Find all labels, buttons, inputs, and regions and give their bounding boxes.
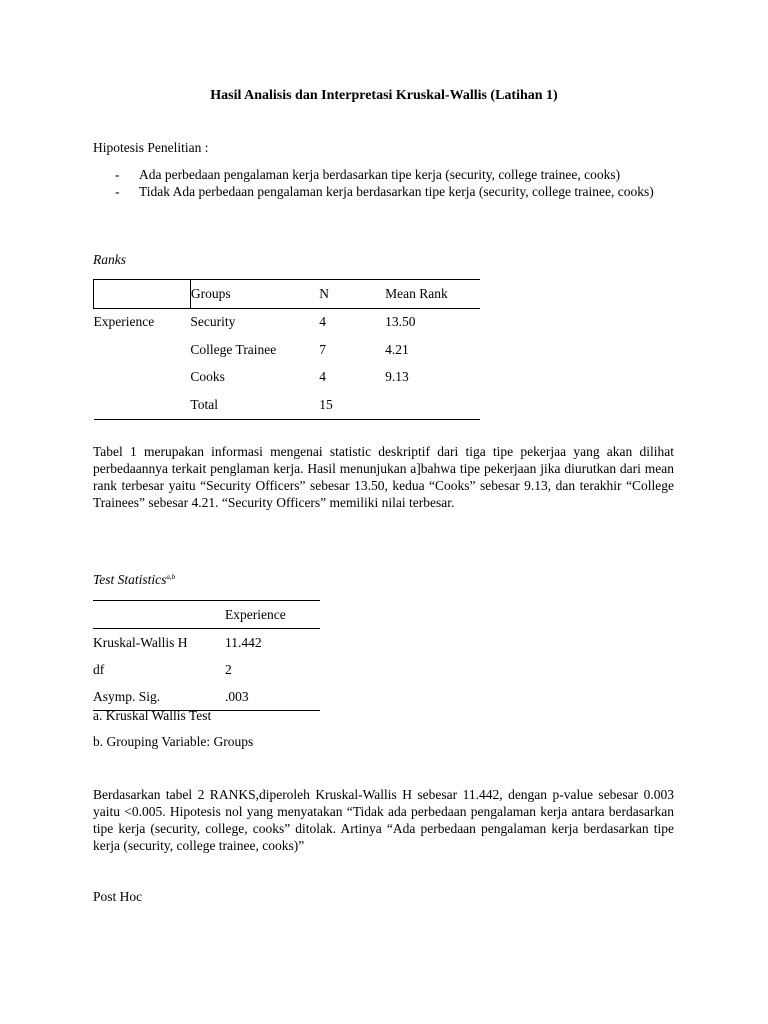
table-cell <box>94 336 191 364</box>
test-statistics-table <box>93 600 320 711</box>
ranks-header-cell: N <box>319 280 385 309</box>
ranks-header-cell: Groups <box>190 280 319 309</box>
table-row <box>94 336 481 364</box>
hypothesis-text: Tidak Ada perbedaan pengalaman kerja berdasarkan tipe kerja (security, college trainee, cooks) <box>139 184 654 199</box>
hypothesis-item <box>93 183 674 200</box>
table-cell: Security <box>190 314 236 330</box>
table-cell: Total <box>190 391 319 419</box>
table-header-cell <box>93 601 225 629</box>
table-row <box>93 629 320 657</box>
table-cell: .003 <box>225 683 320 711</box>
test-statistics-caption-sup: a,b <box>166 573 176 581</box>
hypothesis-text: Ada perbedaan pengalaman kerja berdasarkan tipe kerja (security, college trainee, cooks) <box>139 167 621 182</box>
ranks-caption: Ranks <box>93 252 126 267</box>
table-footnote-b: b. Grouping Variable: Groups <box>93 734 254 749</box>
hypothesis-list <box>93 166 674 200</box>
table-row <box>94 364 481 392</box>
table-cell: 4 <box>319 314 326 330</box>
table-row <box>93 656 320 683</box>
ranks-header-cell: Mean Rank <box>385 280 480 309</box>
test-statistics-caption-text: Test Statistics <box>93 572 167 587</box>
bullet-dash: - <box>115 167 120 182</box>
table-cell: Kruskal-Wallis H <box>93 634 188 650</box>
table-cell: Experience <box>93 314 155 330</box>
table-footnote-a: a. Kruskal Wallis Test <box>93 708 212 723</box>
ranks-header-cell <box>94 280 191 309</box>
table-cell: 15 <box>319 391 385 419</box>
table-cell: 4 <box>319 369 326 385</box>
table-header-cell: Experience <box>225 601 320 629</box>
document-title: Hasil Analisis dan Interpretasi Kruskal-Wallis (Latihan 1) <box>210 88 558 103</box>
table-row <box>94 308 481 336</box>
table-row <box>93 683 320 711</box>
table-cell <box>94 391 191 419</box>
hypothesis-item <box>93 166 674 183</box>
table-cell: Cooks <box>190 369 225 385</box>
bullet-dash: - <box>115 184 120 199</box>
ranks-interpretation-paragraph: Tabel 1 merupakan informasi mengenai statistic deskriptif dari tiga tipe pekerjaa yang akan dilihat perbedaannya terkait penglaman kerja. Hasil menunjukan a]bahwa tipe pekerjaan jika diurutkan dari mean rank terbesar yaitu “Security Officers” sebesar 13.50, kedua “Cooks” sebesar 9.13, dan terakhir “College Trainees” sebesar 4.21. “Security Officers” memiliki nilai terbesar. <box>93 444 674 510</box>
table-cell: 4.21 <box>385 341 409 357</box>
test-statistics-header-row <box>93 601 320 629</box>
table-cell: 9.13 <box>385 369 409 385</box>
hypothesis-label: Hipotesis Penelitian : <box>93 140 209 155</box>
table-cell: 11.442 <box>225 634 262 650</box>
table-cell: Asymp. Sig. <box>93 683 225 711</box>
table-cell: 13.50 <box>385 314 416 330</box>
table-cell: df <box>93 661 105 677</box>
table-cell: College Trainee <box>190 341 277 357</box>
table-cell <box>385 391 480 419</box>
test-statistics-caption <box>93 572 175 588</box>
table-cell <box>94 364 191 392</box>
ranks-header-row <box>94 280 481 309</box>
table-cell: 7 <box>319 341 326 357</box>
post-hoc-heading: Post Hoc <box>93 889 143 904</box>
table-row <box>94 391 481 419</box>
test-interpretation-paragraph: Berdasarkan tabel 2 RANKS,diperoleh Kruskal-Wallis H sebesar 11.442, dengan p-value sebesar 0.003 yaitu <0.005. Hipotesis nol yang menyatakan “Tidak ada perbedaan pengalaman kerja antara berdasarkan tipe kerja (security, college, cooks” ditolak. Artinya “Ada perbedaan pengalaman kerja berdasarkan tipe kerja (security, college trainee, cooks)” <box>93 787 674 853</box>
table-cell: 2 <box>225 661 232 677</box>
ranks-table <box>93 279 480 420</box>
